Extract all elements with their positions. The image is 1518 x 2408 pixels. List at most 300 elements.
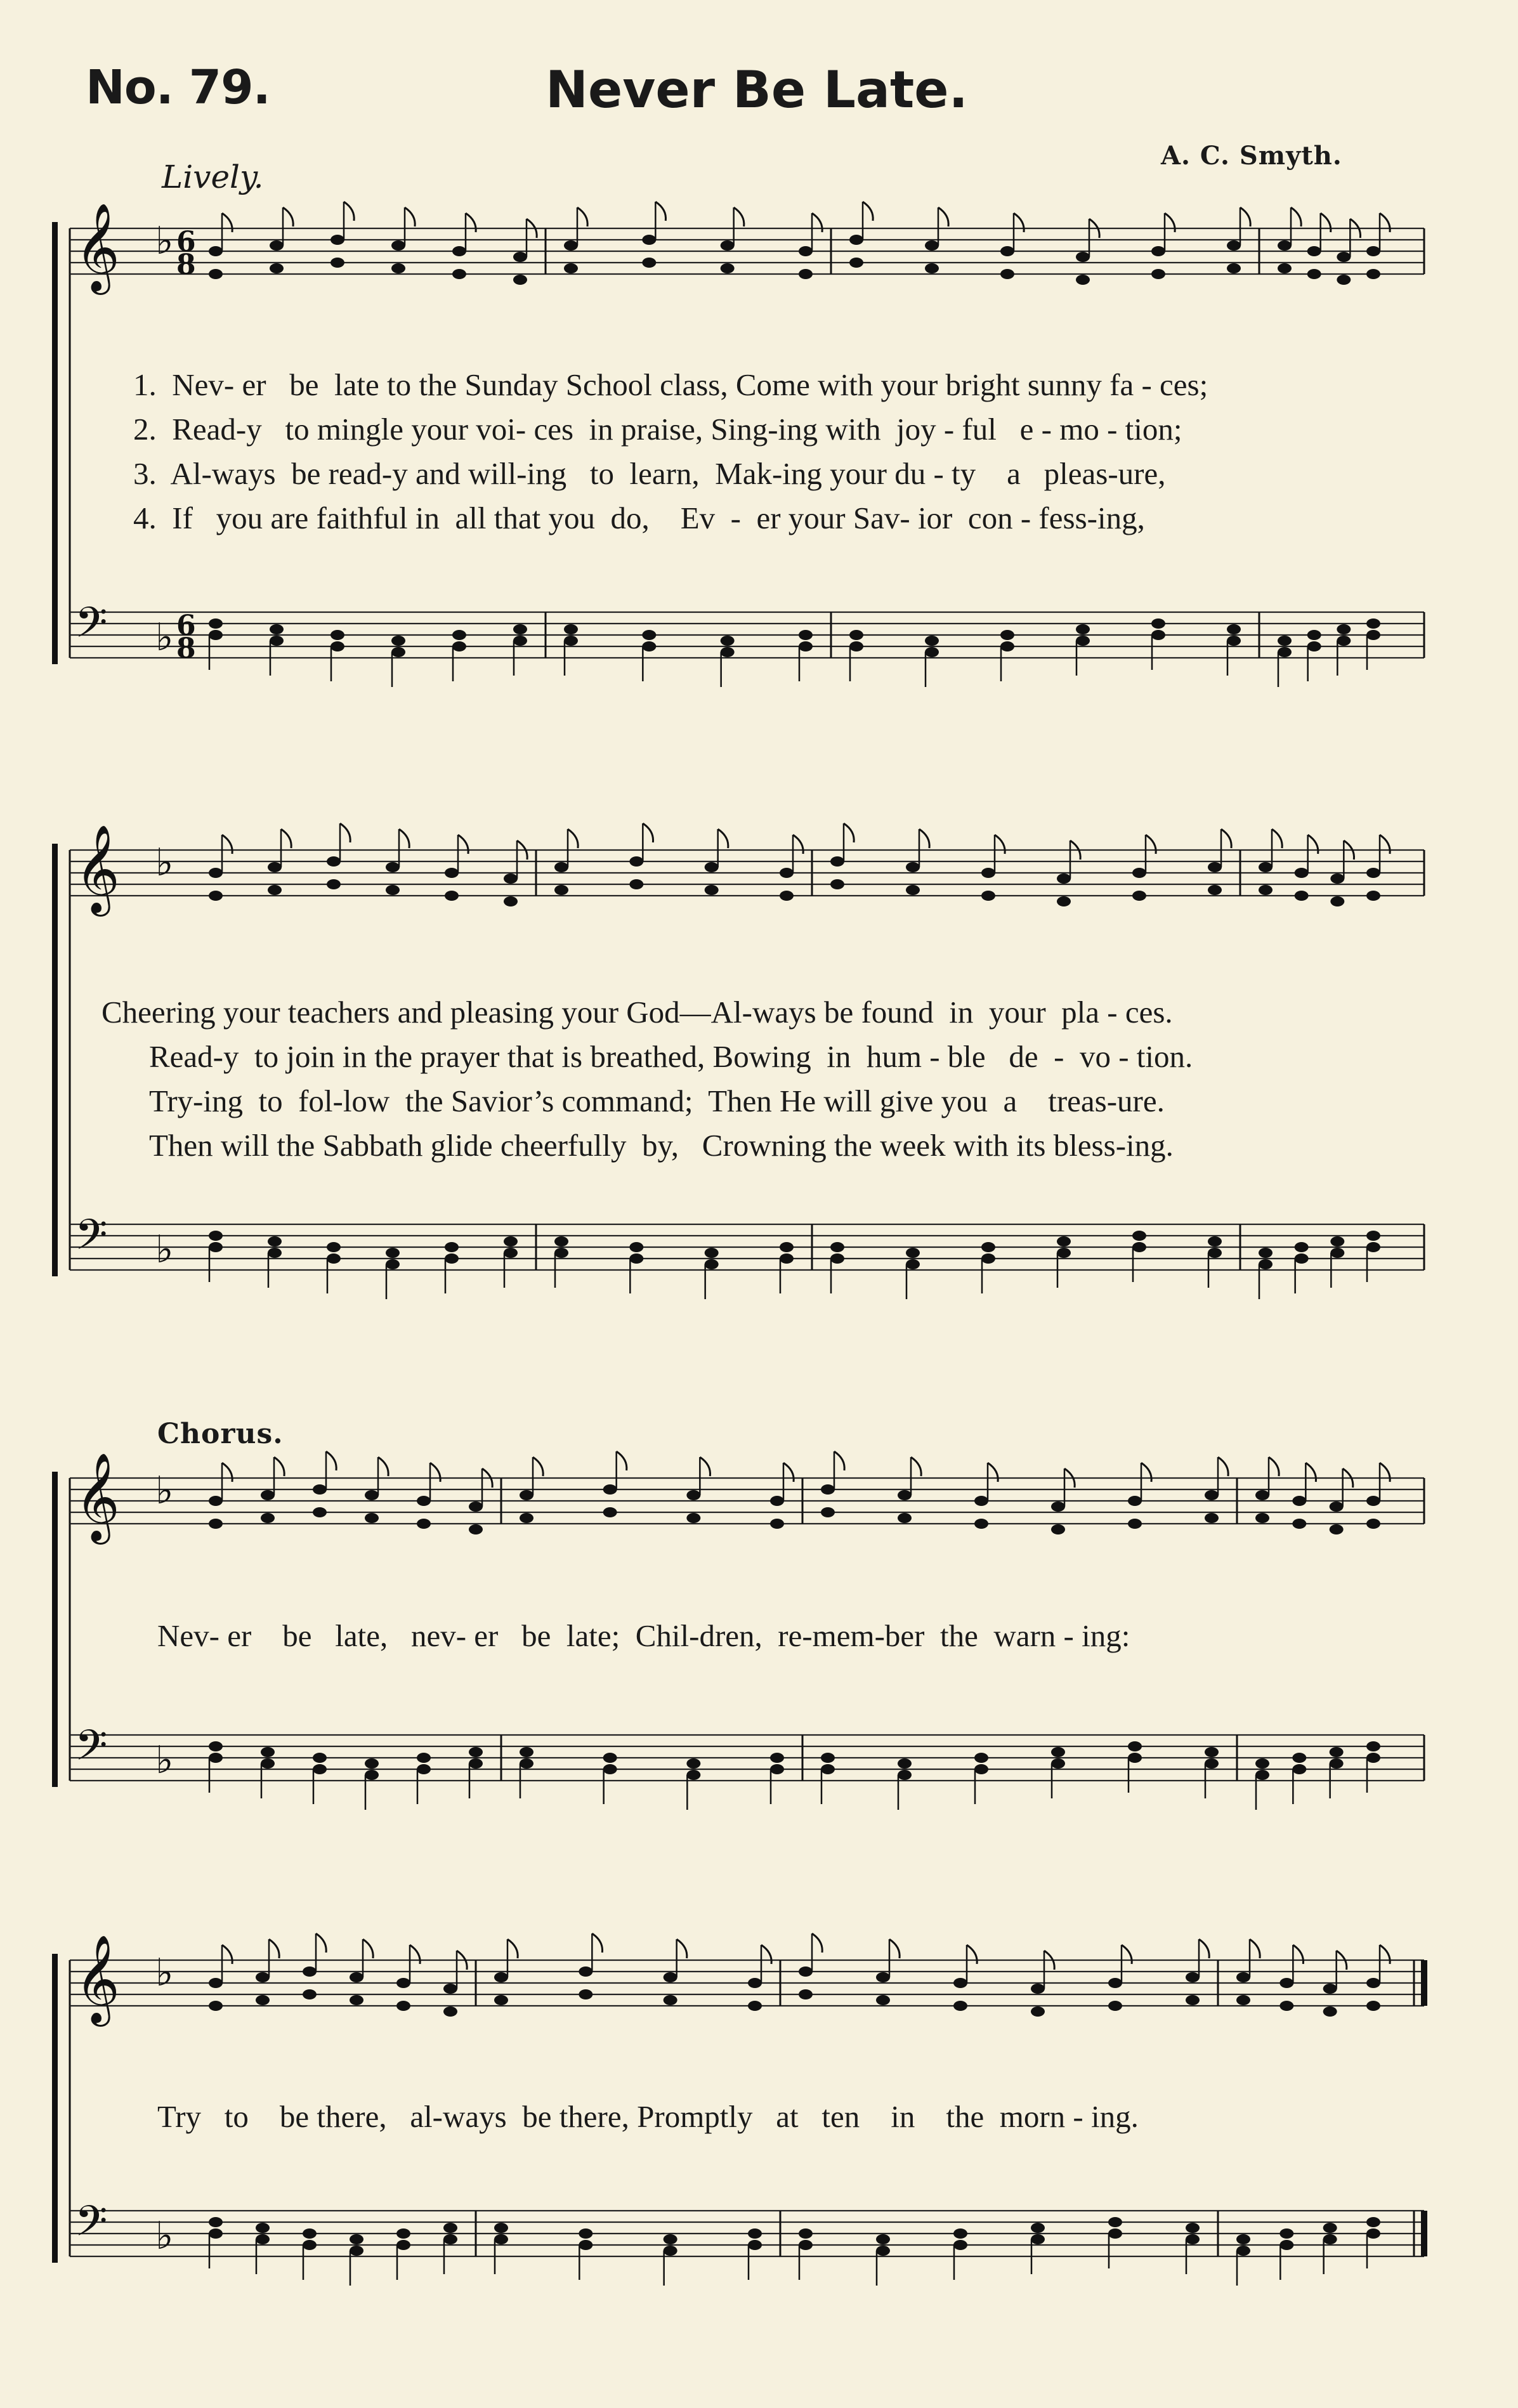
note-flag [592, 1934, 602, 1953]
note-flag [863, 202, 873, 221]
note-flag [1199, 1939, 1209, 1958]
note-head [748, 2240, 762, 2250]
treble-clef-icon: 𝄞 [75, 203, 120, 291]
note-head [642, 235, 656, 245]
note-head [1278, 263, 1292, 273]
note-head [1236, 1995, 1250, 2005]
note-head [1076, 636, 1090, 646]
system-bracket [52, 1954, 58, 2263]
note-flag [281, 829, 291, 848]
note-head [443, 1984, 457, 1994]
note-head [849, 235, 863, 245]
note-head [1151, 630, 1165, 640]
hymn-number: No. 79. [86, 60, 270, 115]
note-head [1076, 624, 1090, 634]
note-head [504, 874, 518, 884]
note-head [209, 618, 223, 629]
note-head [386, 885, 400, 895]
note-flag [834, 1451, 844, 1470]
note-head [327, 1253, 341, 1264]
note-head [830, 856, 844, 867]
note-flag [577, 207, 587, 226]
note-head [1031, 2223, 1045, 2233]
note-head [799, 1966, 813, 1977]
note-flag [919, 829, 929, 848]
note-flag [222, 1463, 232, 1482]
note-flag [533, 1457, 543, 1476]
note-head [452, 269, 466, 279]
note-head [770, 1764, 784, 1774]
note-head [953, 2240, 967, 2250]
note-head [1000, 269, 1014, 279]
note-head [1295, 891, 1309, 901]
note-head [1057, 1236, 1071, 1247]
chorus-line-1: Nev- er be late, nev- er be late; Chil-dren, re-mem-ber the warn - ing: [157, 1618, 1130, 1653]
note-head [705, 862, 719, 872]
note-head [1366, 2217, 1380, 2227]
note-head [953, 2001, 967, 2011]
note-head [1108, 2001, 1122, 2011]
note-head [391, 240, 405, 251]
note-head [391, 263, 405, 273]
system-bracket [52, 222, 58, 664]
note-head [1205, 1747, 1219, 1757]
note-head [664, 1995, 677, 2005]
note-head [494, 1995, 508, 2005]
note-head [906, 862, 920, 872]
note-head [268, 862, 282, 872]
note-head [209, 1519, 223, 1529]
note-head [270, 636, 284, 646]
note-head [391, 636, 405, 646]
note-head [1337, 275, 1351, 285]
note-flag [1218, 1457, 1228, 1476]
note-head [209, 891, 223, 901]
note-flag [1165, 213, 1175, 232]
note-flag [889, 1939, 900, 1958]
note-flag [643, 823, 653, 842]
note-head [445, 891, 459, 901]
note-head [1132, 1242, 1146, 1252]
note-head [520, 1758, 533, 1769]
note-flag [1380, 213, 1390, 232]
note-head [1031, 2006, 1045, 2017]
note-flag [718, 829, 728, 848]
note-head [830, 1253, 844, 1264]
note-head [1278, 636, 1292, 646]
note-head [981, 1242, 995, 1252]
note-head [876, 2234, 890, 2244]
note-head [513, 252, 527, 262]
note-head [1330, 1236, 1344, 1247]
note-head [268, 885, 282, 895]
note-head [721, 636, 735, 646]
note-head [629, 879, 643, 889]
note-flag [911, 1457, 921, 1476]
note-flag [677, 1939, 687, 1958]
note-head [554, 1248, 568, 1258]
note-flag [988, 1463, 998, 1482]
note-flag [1380, 1463, 1390, 1482]
note-head [830, 879, 844, 889]
note-head [906, 1248, 920, 1258]
system-bracket [52, 1472, 58, 1787]
note-head [445, 1242, 459, 1252]
note-head [1366, 891, 1380, 901]
note-head [554, 1236, 568, 1247]
note-head [1366, 1231, 1380, 1241]
note-head [629, 1253, 643, 1264]
note-head [953, 1978, 967, 1988]
note-flag [844, 823, 854, 842]
note-head [780, 868, 794, 878]
note-head [209, 2217, 223, 2227]
note-head [642, 630, 656, 640]
note-head [303, 2228, 317, 2239]
note-head [520, 1747, 533, 1757]
note-head [396, 2240, 410, 2250]
note-head [770, 1753, 784, 1763]
note-head [452, 246, 466, 256]
note-head [579, 2228, 592, 2239]
note-head [1227, 240, 1241, 251]
note-head [579, 2240, 592, 2250]
note-head [925, 636, 939, 646]
note-head [469, 1502, 483, 1512]
note-head [469, 1747, 483, 1757]
note-head [564, 624, 578, 634]
note-head [1255, 1490, 1269, 1500]
note-head [1366, 1242, 1380, 1252]
note-head [898, 1770, 912, 1780]
note-flag [1141, 1463, 1151, 1482]
note-head [721, 263, 735, 273]
note-flag [1272, 829, 1282, 848]
note-head [876, 1995, 890, 2005]
note-flag [222, 1945, 232, 1964]
note-head [1186, 2234, 1200, 2244]
note-head [1366, 1753, 1380, 1763]
note-head [327, 879, 341, 889]
note-head [1323, 2234, 1337, 2244]
note-head [261, 1747, 275, 1757]
note-head [830, 1242, 844, 1252]
note-head [1031, 1984, 1045, 1994]
note-head [642, 258, 656, 268]
note-head [209, 269, 223, 279]
note-head [1366, 269, 1380, 279]
note-head [1330, 1524, 1344, 1534]
treble-clef-icon: 𝄞 [75, 1453, 120, 1541]
note-flag [363, 1939, 373, 1958]
note-head [417, 1764, 431, 1774]
flat-sign-icon: ♭ [155, 1227, 174, 1272]
note-head [686, 1513, 700, 1523]
note-head [664, 2246, 677, 2256]
note-head [1255, 1770, 1269, 1780]
chorus-line-2: Try to be there, al-ways be there, Promptly at ten in the morn - ing. [157, 2099, 1139, 2134]
note-head [209, 1741, 223, 1751]
note-head [1259, 1248, 1273, 1258]
note-head [1108, 2228, 1122, 2239]
flat-sign-icon: ♭ [155, 1469, 174, 1513]
note-head [365, 1490, 379, 1500]
note-head [1330, 1758, 1344, 1769]
note-head [906, 885, 920, 895]
note-head [1278, 240, 1292, 251]
bass-clef-icon: 𝄢 [75, 598, 108, 657]
note-head [350, 1972, 363, 1982]
note-head [603, 1753, 617, 1763]
note-head [494, 1972, 508, 1982]
bass-clef-icon: 𝄢 [75, 1721, 108, 1780]
note-head [603, 1507, 617, 1517]
note-head [1186, 1995, 1200, 2005]
note-head [898, 1490, 912, 1500]
note-head [313, 1507, 327, 1517]
note-flag [410, 1945, 420, 1964]
note-flag [405, 207, 415, 226]
note-head [799, 2240, 813, 2250]
flat-sign-icon: ♭ [155, 1738, 174, 1783]
note-head [564, 263, 578, 273]
note-head [256, 1995, 270, 2005]
note-flag [1321, 213, 1331, 232]
note-head [981, 891, 995, 901]
note-flag [507, 1939, 518, 1958]
flat-sign-icon: ♭ [155, 2214, 174, 2258]
note-head [770, 1519, 784, 1529]
note-head [209, 1242, 223, 1252]
note-head [579, 1989, 592, 1999]
note-head [1278, 647, 1292, 657]
note-flag [316, 1934, 326, 1953]
note-flag [995, 835, 1005, 854]
note-head [1051, 1747, 1065, 1757]
note-head [1366, 618, 1380, 629]
note-head [1128, 1741, 1142, 1751]
note-head [974, 1519, 988, 1529]
note-head [386, 1248, 400, 1258]
verse-line-3a: 3. Al-ways be read-y and will-ing to learn, Mak-ing your du - ty a pleas-ure, [133, 456, 1166, 491]
note-head [270, 240, 284, 251]
note-flag [1250, 1939, 1260, 1958]
note-head [513, 636, 527, 646]
note-head [1292, 1753, 1306, 1763]
note-head [330, 235, 344, 245]
note-head [974, 1496, 988, 1506]
note-head [1366, 1496, 1380, 1506]
time-signature-top: 6 [176, 226, 196, 258]
note-head [209, 868, 223, 878]
note-head [1279, 2228, 1293, 2239]
note-head [261, 1513, 275, 1523]
note-flag [222, 213, 232, 232]
note-flag [326, 1451, 336, 1470]
note-head [799, 1989, 813, 1999]
note-head [396, 2228, 410, 2239]
note-head [1366, 1978, 1380, 1988]
note-head [780, 1242, 794, 1252]
note-head [1000, 630, 1014, 640]
note-flag [938, 207, 948, 226]
note-head [642, 641, 656, 651]
note-head [925, 240, 939, 251]
note-head [554, 885, 568, 895]
note-head [925, 263, 939, 273]
note-head [1205, 1513, 1219, 1523]
note-flag [617, 1451, 627, 1470]
note-head [443, 2223, 457, 2233]
note-head [564, 240, 578, 251]
note-head [821, 1753, 835, 1763]
note-head [1366, 2228, 1380, 2239]
note-head [849, 630, 863, 640]
note-head [686, 1490, 700, 1500]
note-head [350, 2246, 363, 2256]
note-head [1366, 868, 1380, 878]
note-head [209, 2228, 223, 2239]
note-head [313, 1484, 327, 1495]
note-head [396, 1978, 410, 1988]
bass-clef-icon: 𝄢 [75, 2197, 108, 2256]
note-head [452, 630, 466, 640]
note-flag [812, 213, 822, 232]
note-head [417, 1519, 431, 1529]
note-head [1279, 2240, 1293, 2250]
note-head [494, 2223, 508, 2233]
note-head [313, 1764, 327, 1774]
note-flag [1291, 207, 1301, 226]
note-head [1128, 1753, 1142, 1763]
note-head [1255, 1758, 1269, 1769]
note-head [1000, 641, 1014, 651]
note-head [443, 2006, 457, 2017]
note-head [799, 641, 813, 651]
note-head [520, 1513, 533, 1523]
note-flag [1308, 835, 1318, 854]
note-head [520, 1490, 533, 1500]
note-head [1366, 246, 1380, 256]
note-head [1128, 1519, 1142, 1529]
note-flag [466, 213, 476, 232]
note-flag [812, 1934, 822, 1953]
note-head [209, 1753, 223, 1763]
note-head [721, 647, 735, 657]
note-head [1236, 1972, 1250, 1982]
note-head [1051, 1502, 1065, 1512]
note-head [799, 269, 813, 279]
note-head [1051, 1524, 1065, 1534]
note-head [209, 1231, 223, 1241]
note-flag [222, 835, 232, 854]
note-head [1227, 636, 1241, 646]
note-head [1076, 252, 1090, 262]
note-head [1205, 1758, 1219, 1769]
note-head [705, 885, 719, 895]
flat-sign-icon: ♭ [155, 615, 174, 660]
note-head [799, 2228, 813, 2239]
note-head [1292, 1764, 1306, 1774]
chorus-label: Chorus. [157, 1418, 284, 1450]
note-flag [793, 835, 803, 854]
note-head [1132, 891, 1146, 901]
note-head [1128, 1496, 1142, 1506]
note-head [270, 263, 284, 273]
note-flag [378, 1457, 388, 1476]
note-head [1366, 630, 1380, 640]
note-head [303, 1989, 317, 1999]
note-head [564, 636, 578, 646]
note-head [898, 1513, 912, 1523]
note-head [1000, 246, 1014, 256]
note-head [821, 1764, 835, 1774]
note-head [1337, 636, 1351, 646]
note-flag [1122, 1945, 1132, 1964]
note-head [721, 240, 735, 251]
note-head [1330, 896, 1344, 906]
note-head [1259, 885, 1273, 895]
note-head [469, 1524, 483, 1534]
note-head [256, 2223, 270, 2233]
note-flag [655, 202, 665, 221]
note-head [513, 275, 527, 285]
note-head [686, 1770, 700, 1780]
note-head [209, 1978, 223, 1988]
note-head [1323, 1984, 1337, 1994]
note-head [664, 1972, 677, 1982]
note-head [469, 1758, 483, 1769]
note-flag [269, 1939, 279, 1958]
note-head [1132, 868, 1146, 878]
note-head [981, 868, 995, 878]
note-head [1227, 263, 1241, 273]
flat-sign-icon: ♭ [155, 1951, 174, 1995]
note-head [981, 1253, 995, 1264]
note-flag [430, 1463, 440, 1482]
note-head [1337, 252, 1351, 262]
note-head [313, 1753, 327, 1763]
note-flag [1240, 207, 1250, 226]
note-head [256, 1972, 270, 1982]
note-head [1186, 1972, 1200, 1982]
note-head [953, 2228, 967, 2239]
note-head [1323, 2223, 1337, 2233]
note-head [554, 862, 568, 872]
bass-clef-icon: 𝄢 [75, 1210, 108, 1269]
note-head [209, 2001, 223, 2011]
composer-credit: A. C. Smyth. [1161, 141, 1342, 171]
treble-clef-icon: 𝄞 [75, 1935, 120, 2023]
note-head [1208, 862, 1222, 872]
note-head [268, 1248, 282, 1258]
note-head [417, 1496, 431, 1506]
note-head [686, 1758, 700, 1769]
note-head [1132, 1231, 1146, 1241]
note-head [1151, 246, 1165, 256]
note-head [780, 1253, 794, 1264]
note-head [1236, 2246, 1250, 2256]
note-head [261, 1490, 275, 1500]
note-head [1255, 1513, 1269, 1523]
note-head [443, 2234, 457, 2244]
note-head [629, 1242, 643, 1252]
note-head [270, 624, 284, 634]
note-head [1076, 275, 1090, 285]
note-flag [761, 1945, 771, 1964]
note-head [209, 630, 223, 640]
note-head [821, 1484, 835, 1495]
